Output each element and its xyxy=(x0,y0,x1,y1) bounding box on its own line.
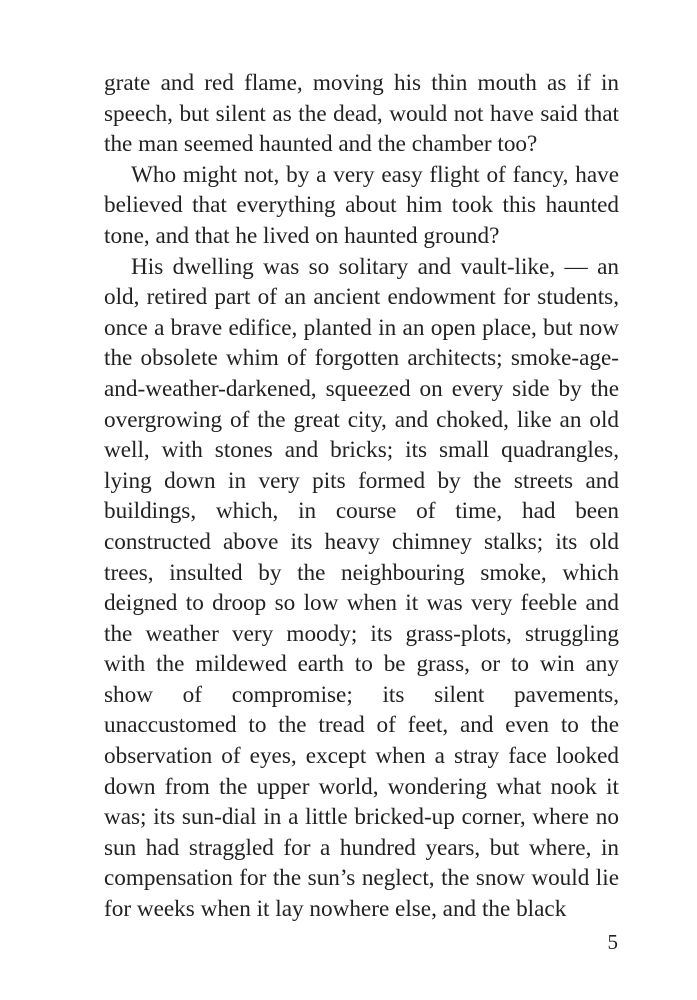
paragraph: His dwelling was so solitary and vault-like, — an old, retired part of an ancient endowment for students, once a brave edifice, planted in an open place, but now the obsolete whim of forgotten architects; smoke-age-and-weather-darkened, squeezed on every side by the overgrowing of the great city, and choked, like an old well, with stones and bricks; its small quadrangles, lying down in very pits formed by the streets and buildings, which, in course of time, had been constructed above its heavy chimney stalks; its old trees, insulted by the neighbouring smoke, which deigned to droop so low when it was very feeble and the weather very moody; its grass-plots, struggling with the mildewed earth to be grass, or to win any show of compromise; its silent pavements, unaccustomed to the tread of feet, and even to the observation of eyes, except when a stray face looked down from the upper world, wondering what nook it was; its sun-dial in a little bricked-up corner, where no sun had straggled for a hundred years, but where, in compensation for the sun’s neglect, the snow would lie for weeks when it lay nowhere else, and the black xyxy=(104,253,619,923)
body-text xyxy=(104,68,619,925)
paragraph-continued: grate and red flame, moving his thin mouth as if in speech, but silent as the dead, would not have said that the man seemed haunted and the chamber too? xyxy=(104,70,619,158)
paragraph: Who might not, by a very easy flight of fancy, have believed that everything about him took this haunted tone, and that he lived on haunted ground? xyxy=(104,161,619,249)
page-number: 5 xyxy=(607,930,618,954)
